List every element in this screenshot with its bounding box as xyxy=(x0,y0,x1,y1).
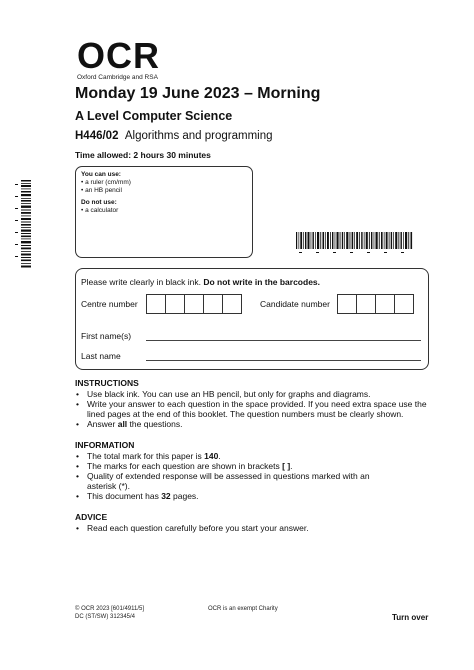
footer-charity: OCR is an exempt Charity xyxy=(208,606,278,612)
list-item: • Use black ink. You can use an HB pencil, but only for graphs and diagrams. xyxy=(75,389,435,399)
can-use-item-ruler: • a ruler (cm/mm) xyxy=(81,179,131,186)
list-item: • This document has 32 pages. xyxy=(75,491,395,501)
logo-subtext: Oxford Cambridge and RSA xyxy=(77,74,158,81)
can-use-item-pencil: • an HB pencil xyxy=(81,187,122,194)
qualification-title: A Level Computer Science xyxy=(75,109,233,123)
first-names-line[interactable] xyxy=(146,340,421,341)
last-name-line[interactable] xyxy=(146,360,421,361)
footer-copyright: © OCR 2023 [601/4911/5] xyxy=(75,606,145,612)
materials-box xyxy=(75,166,253,258)
paper-code-title xyxy=(75,130,273,142)
first-names-label: First name(s) xyxy=(81,331,132,341)
paper-code: H446/02 xyxy=(75,130,119,142)
do-not-use-title: Do not use: xyxy=(81,199,117,206)
vertical-barcode xyxy=(13,180,33,270)
candidate-number-box-1[interactable] xyxy=(337,294,357,314)
advice-list xyxy=(75,523,415,533)
candidate-number-box-3[interactable] xyxy=(375,294,395,314)
ocr-logo xyxy=(77,35,197,82)
turn-over-label: Turn over xyxy=(392,613,429,622)
centre-number-box-2[interactable] xyxy=(165,294,185,314)
do-not-use-item-calculator: • a calculator xyxy=(81,207,119,214)
information-list xyxy=(75,451,395,501)
instructions-heading: INSTRUCTIONS xyxy=(75,378,139,388)
candidate-number-boxes[interactable] xyxy=(337,294,413,314)
candidate-number-label: Candidate number xyxy=(260,299,330,309)
candidate-number-box-2[interactable] xyxy=(356,294,376,314)
list-item: • The total mark for this paper is 140. xyxy=(75,451,395,461)
centre-number-box-5[interactable] xyxy=(222,294,242,314)
exam-date-session: Monday 19 June 2023 – Morning xyxy=(75,85,321,102)
advice-heading: ADVICE xyxy=(75,512,108,522)
centre-number-boxes[interactable] xyxy=(146,294,241,314)
centre-number-box-4[interactable] xyxy=(203,294,223,314)
candidate-instruction: Please write clearly in black ink. Do not write in the barcodes. xyxy=(81,277,321,287)
centre-number-label: Centre number xyxy=(81,299,138,309)
list-item: • The marks for each question are shown in brackets [ ]. xyxy=(75,461,395,471)
centre-number-box-3[interactable] xyxy=(184,294,204,314)
time-allowed: Time allowed: 2 hours 30 minutes xyxy=(75,150,211,160)
horizontal-barcode xyxy=(296,232,414,256)
last-name-label: Last name xyxy=(81,351,121,361)
can-use-title: You can use: xyxy=(81,171,121,178)
list-item: • Quality of extended response will be assessed in questions marked with an asterisk (*). xyxy=(75,471,395,491)
list-item: • Answer all the questions. xyxy=(75,419,435,429)
instructions-list xyxy=(75,389,435,429)
paper-title: Algorithms and programming xyxy=(124,130,273,142)
centre-number-box-1[interactable] xyxy=(146,294,166,314)
information-heading: INFORMATION xyxy=(75,440,135,450)
list-item: • Read each question carefully before you start your answer. xyxy=(75,523,415,533)
footer-code: DC (ST/SW) 312345/4 xyxy=(75,614,136,620)
candidate-number-box-4[interactable] xyxy=(394,294,414,314)
list-item: • Write your answer to each question in the space provided. If you need extra space use the lined pages at the end of this booklet. The question numbers must be clearly shown. xyxy=(75,399,435,419)
logo-wordmark: OCR xyxy=(77,35,160,76)
barcode-warning: Do not write in the barcodes. xyxy=(203,277,321,287)
